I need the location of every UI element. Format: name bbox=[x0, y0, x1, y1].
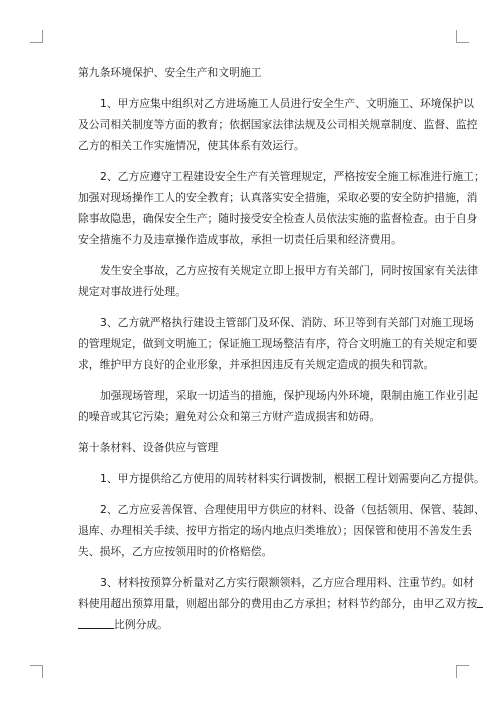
paragraph-line: 规定对事故进行处理。 bbox=[78, 285, 186, 298]
paragraph-line: 1、甲方提供给乙方使用的周转材料实行调拨制，根据工程计划需要向乙方提供。 bbox=[100, 472, 485, 485]
paragraph-line: 退库、办理相关手续、按甲方指定的场内地点归类堆放）；因保管和使用不善发生丢 bbox=[78, 524, 473, 537]
paragraph-line: 乙方的相关工作实施情况，使其体系有效运行。 bbox=[78, 139, 305, 152]
crop-mark-top-right bbox=[456, 30, 469, 43]
paragraph-line: 除事故隐患，确保安全生产；随时接受安全检查人员依法实施的监督检查。由于自身 bbox=[78, 212, 478, 225]
fill-in-blank bbox=[477, 596, 483, 608]
paragraph-line: 安全措施不力及违章操作造成事故，承担一切责任后果和经济费用。 bbox=[78, 233, 402, 246]
paragraph-line: 求，维护甲方良好的企业形象，并承担因违反有关规定造成的损失和罚款。 bbox=[78, 358, 435, 371]
document-page bbox=[78, 62, 485, 635]
article-10-heading: 第十条材料、设备供应与管理 bbox=[78, 441, 219, 454]
paragraph-line bbox=[78, 614, 442, 635]
paragraph-line: 3、乙方就严格执行建设主管部门及环保、消防、环卫等到有关部门对施工现场 bbox=[100, 316, 474, 329]
fill-in-blank bbox=[78, 617, 114, 629]
crop-mark-bottom-right bbox=[456, 665, 469, 678]
paragraph-line: 加强现场管理，采取一切适当的措施，保护现场内外环境，限制由施工作业引起 bbox=[100, 389, 478, 402]
paragraph-line: 的管理规定，做到文明施工；保证施工现场整洁有序，符合文明施工的有关规定和要 bbox=[78, 337, 478, 350]
paragraph-line: 发生安全事故，乙方应按有关规定立即上报甲方有关部门，同时按国家有关法律 bbox=[100, 264, 478, 277]
paragraph-line: 1、甲方应集中组织对乙方进场施工人员进行安全生产、文明施工、环境保护以 bbox=[100, 97, 474, 110]
paragraph-line-text: 料使用超出预算用量，则超出部分的费用由乙方承担；材料节约部分，由甲乙双方按 bbox=[78, 597, 478, 610]
paragraph-line bbox=[78, 593, 478, 614]
paragraph-line: 及公司相关制度等方面的教育；依据国家法律法规及公司相关规章制度、监督、监控 bbox=[78, 118, 478, 131]
article-9-heading: 第九条环境保护、安全生产和文明施工 bbox=[78, 66, 262, 79]
paragraph-line: 2、乙方应妥善保管、合理使用甲方供应的材料、设备（包括领用、保管、装卸、 bbox=[100, 503, 485, 516]
paragraph-line: 的噪音或其它污染；避免对公众和第三方财产造成损害和妨碍。 bbox=[78, 410, 381, 423]
crop-mark-top-left bbox=[30, 30, 43, 43]
paragraph-line: 失、损坏，乙方应按领用时的价格赔偿。 bbox=[78, 545, 273, 558]
paragraph-line-text: 比例分成。 bbox=[114, 618, 168, 631]
paragraph-line: 2、乙方应遵守工程建设安全生产有关管理规定，严格按安全施工标准进行施工； bbox=[100, 170, 485, 183]
paragraph-line: 3、材料按预算分析量对乙方实行限额领料，乙方应合理用料、注重节约。如材 bbox=[100, 576, 474, 589]
crop-mark-bottom-left bbox=[30, 665, 43, 678]
paragraph-line: 加强对现场操作工人的安全教育；认真落实安全措施，采取必要的安全防护措施，消 bbox=[78, 191, 478, 204]
